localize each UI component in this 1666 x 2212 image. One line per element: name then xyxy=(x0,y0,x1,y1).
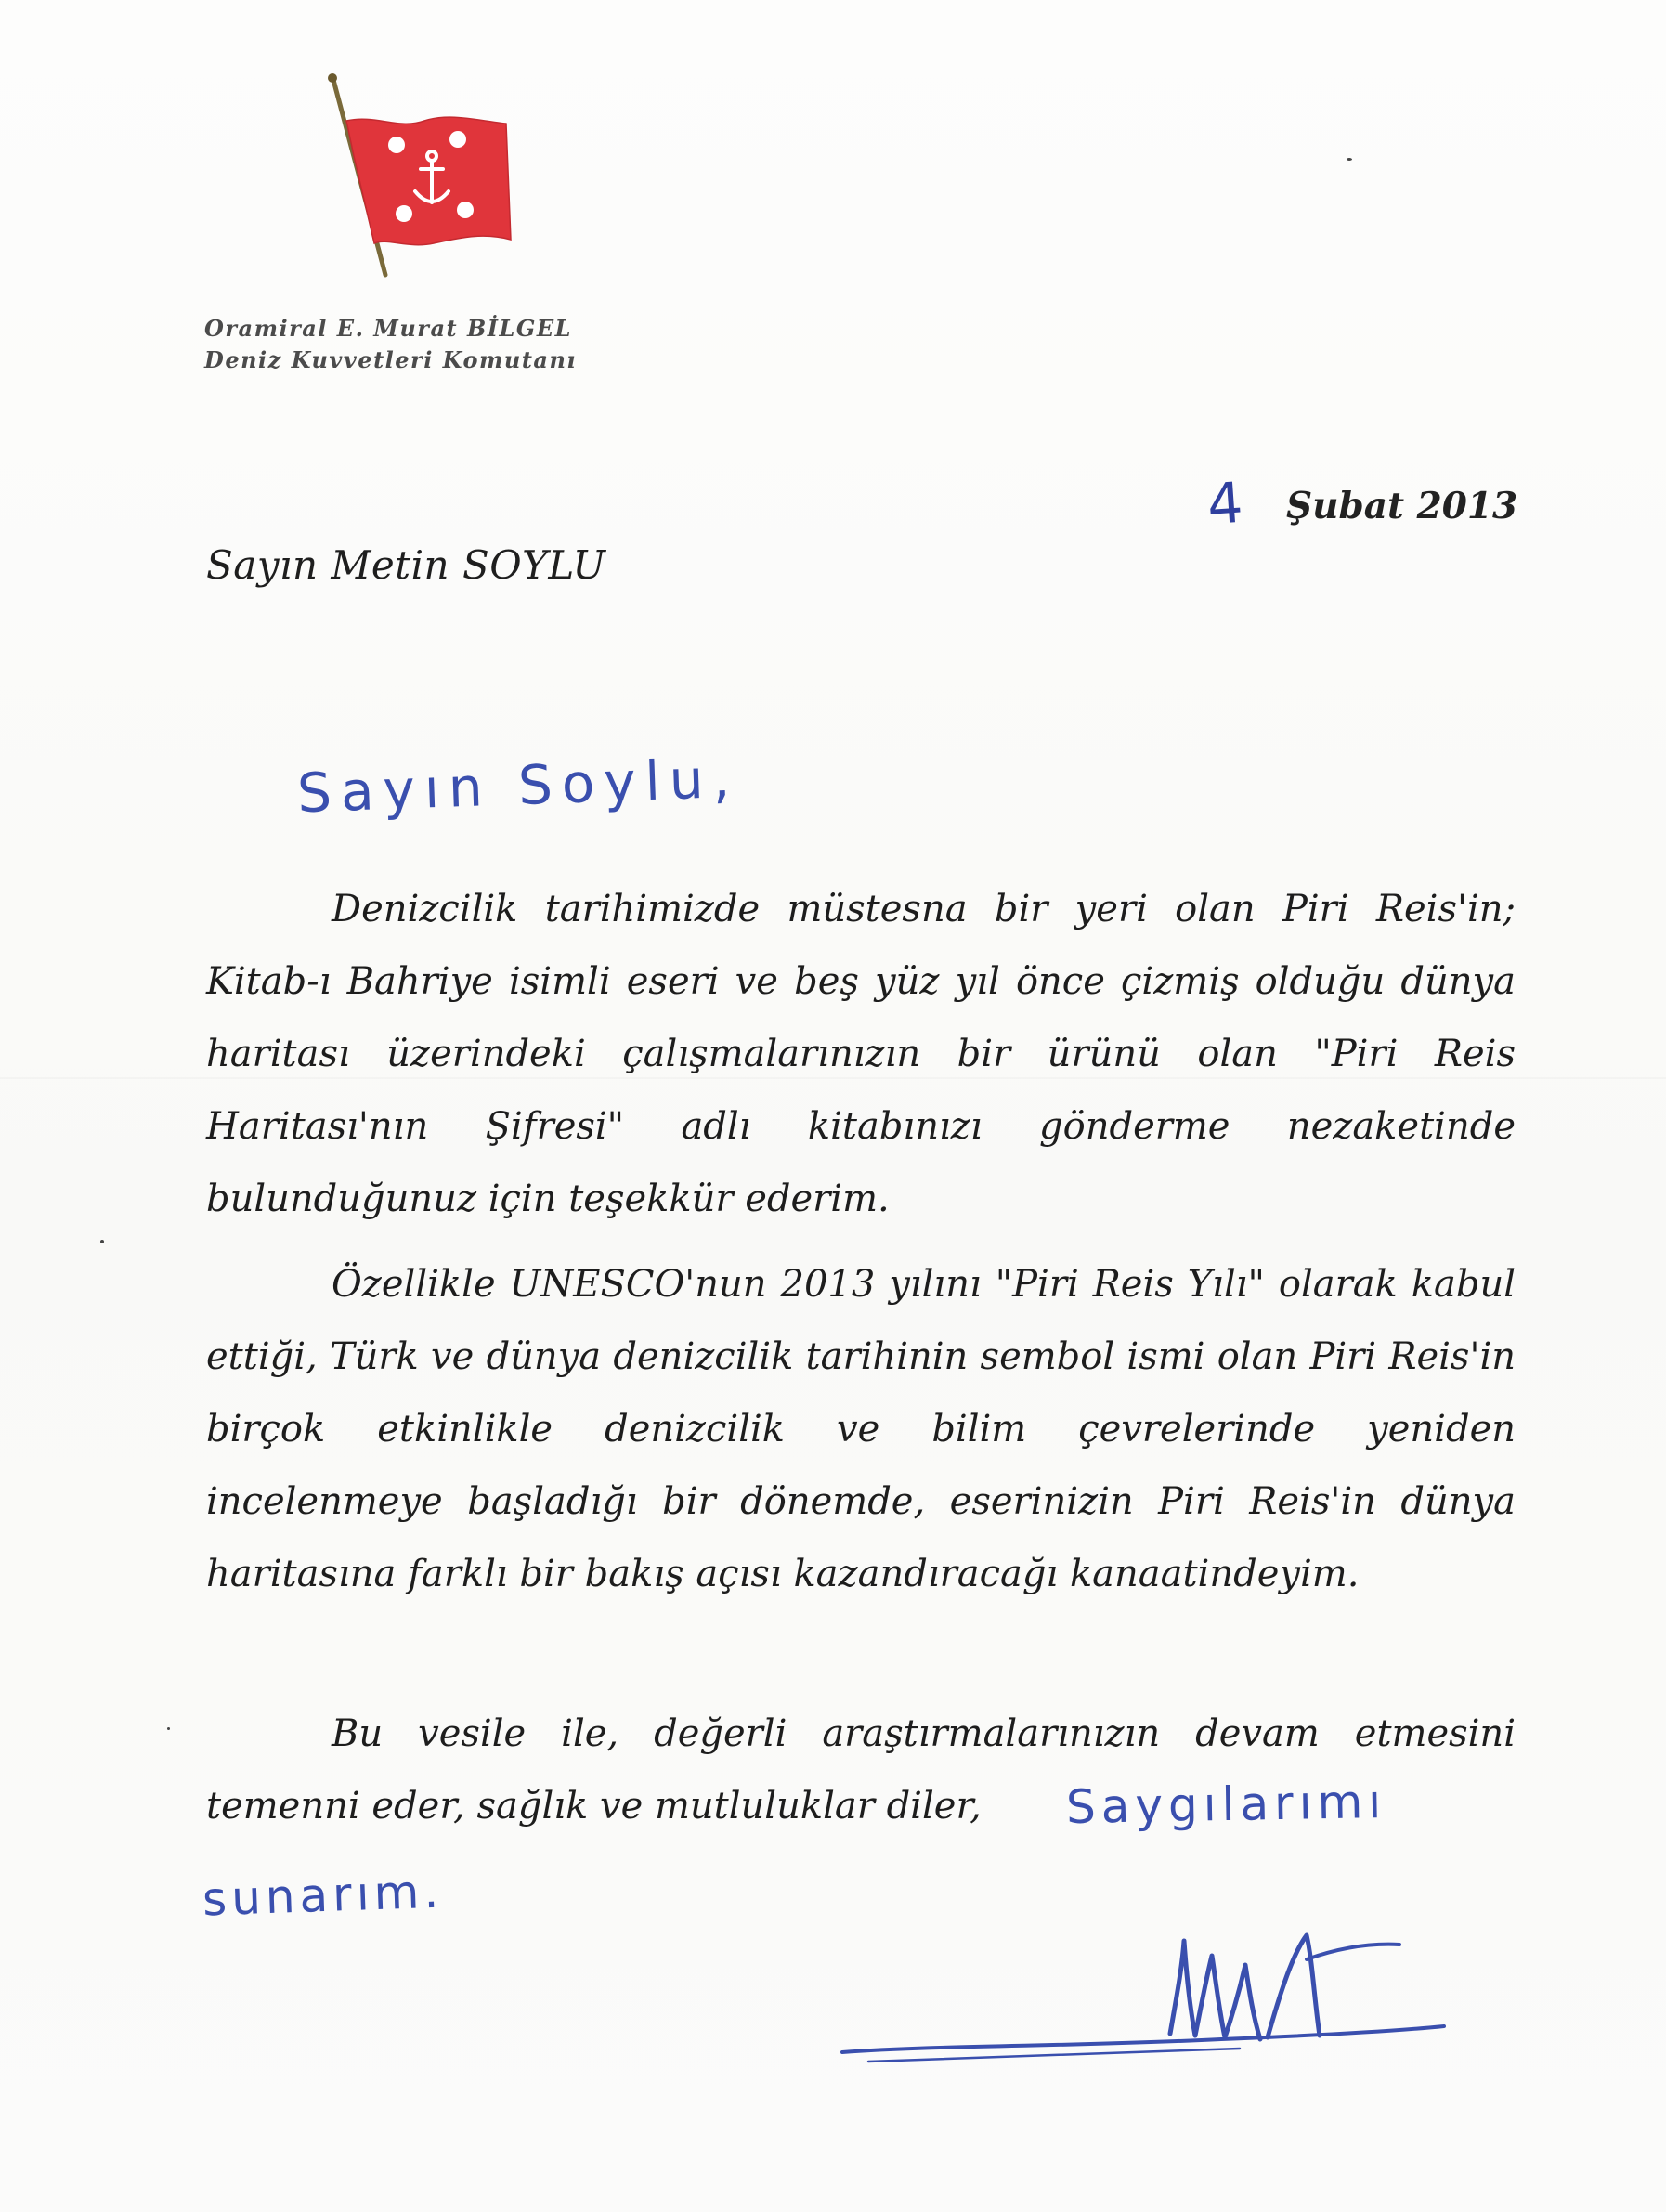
paper-speck xyxy=(100,1240,104,1243)
handwritten-closing-line-1: Saygılarımı xyxy=(1065,1774,1387,1835)
recipient-name: Sayın Metin SOYLU xyxy=(206,542,606,588)
body-paragraph-3: Bu vesile ile, değerli araştırmalarınızın devam etmesini temenni eder, sağlık ve mutluluklar diler, xyxy=(206,1712,1516,1828)
handwritten-date-day: 4 xyxy=(1204,470,1245,539)
letterhead-block xyxy=(204,313,577,376)
handwritten-signature xyxy=(831,1922,1463,2099)
sender-title: Deniz Kuvvetleri Komutanı xyxy=(204,346,578,373)
printed-date: Şubat 2013 xyxy=(1286,485,1518,527)
paper-speck xyxy=(1347,158,1352,161)
sender-name: Oramiral E. Murat BİLGEL xyxy=(204,315,572,342)
paper-speck xyxy=(167,1727,170,1730)
handwritten-closing-line-2: sunarım. xyxy=(202,1864,445,1927)
naval-flag-icon xyxy=(320,72,520,281)
body-paragraph-1: Denizcilik tarihimizde müstesna bir yeri olan Piri Reis'in; Kitab-ı Bahriye isimli eseri ve beş yüz yıl önce çizmiş olduğu dünya haritası üzerindeki çalışmalarınızın bir ürünü olan "Piri Reis Haritası'nın Şifresi" adlı kitabınızı gönderme nezaketinde bulunduğunuz için teşekkür ederim. xyxy=(206,888,1516,1220)
handwritten-salutation: Sayın Soylu, xyxy=(295,746,740,826)
body-paragraph-2: Özellikle UNESCO'nun 2013 yılını "Piri Reis Yılı" olarak kabul ettiği, Türk ve dünya denizcilik tarihinin sembol ismi olan Piri Reis'in birçok etkinlikle denizcilik ve bilim çevrelerinde yeniden incelenmeye başladığı bir dönemde, eserinizin Piri Reis'in dünya haritasına farklı bir bakış açısı kazandıracağı kanaatindeyim. xyxy=(206,1263,1516,1595)
